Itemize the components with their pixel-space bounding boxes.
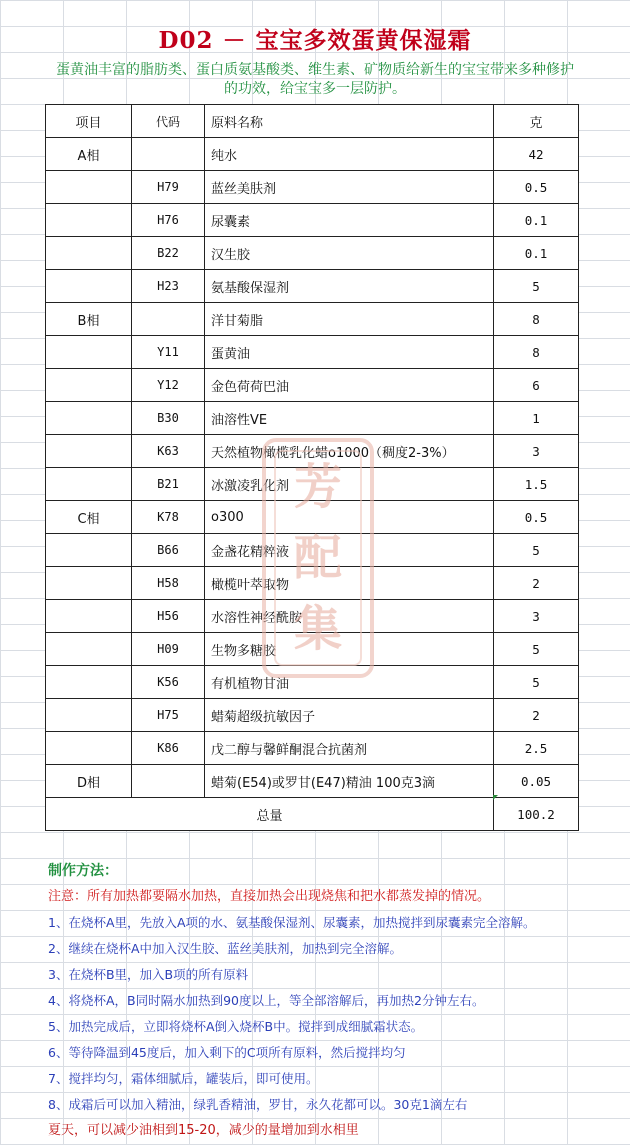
table-body <box>46 138 579 798</box>
cell-phase <box>46 402 132 435</box>
table-row <box>46 138 579 171</box>
cell-code: H23 <box>132 270 205 303</box>
cell-name: 戊二醇与馨鲜酮混合抗菌剂 <box>205 732 494 765</box>
cell-corner-mark <box>493 795 498 800</box>
cell-phase: B相 <box>46 303 132 336</box>
table-row <box>46 237 579 270</box>
cell-name: 冰激凌乳化剂 <box>205 468 494 501</box>
cell-code: H75 <box>132 699 205 732</box>
cell-amount: 3 <box>494 435 579 468</box>
cell-phase <box>46 732 132 765</box>
table-row <box>46 600 579 633</box>
cell-amount: 8 <box>494 336 579 369</box>
cell-name: 油溶性VE <box>205 402 494 435</box>
table-row <box>46 732 579 765</box>
method-note: 注意：所有加热都要隔水加热，直接加热会出现烧焦和把水都蒸发掉的情况。 <box>48 889 491 904</box>
cell-code <box>132 138 205 171</box>
cell-name: 洋甘菊脂 <box>205 303 494 336</box>
cell-code: B30 <box>132 402 205 435</box>
cell-code: B21 <box>132 468 205 501</box>
cell-amount: 5 <box>494 633 579 666</box>
table-row <box>46 204 579 237</box>
cell-name: 金色荷荷巴油 <box>205 369 494 402</box>
cell-code: K78 <box>132 501 205 534</box>
cell-amount: 5 <box>494 534 579 567</box>
table-row <box>46 171 579 204</box>
cell-amount: 2 <box>494 567 579 600</box>
cell-code: B22 <box>132 237 205 270</box>
cell-code: Y12 <box>132 369 205 402</box>
stamp-character: 配 <box>293 529 342 586</box>
cell-phase <box>46 534 132 567</box>
cell-phase <box>46 270 132 303</box>
page-title: D02 － 宝宝多效蛋黄保湿霜 <box>158 27 472 54</box>
method-step: 5、加热完成后，立即将烧杯A倒入烧杯B中。搅拌到成细腻霜状态。 <box>48 1019 424 1034</box>
cell-name: 纯水 <box>205 138 494 171</box>
cell-phase <box>46 699 132 732</box>
cell-code: H09 <box>132 633 205 666</box>
cell-code: K56 <box>132 666 205 699</box>
table-row <box>46 435 579 468</box>
table-row <box>46 270 579 303</box>
recipe-table <box>45 104 579 831</box>
cell-phase <box>46 600 132 633</box>
table-row <box>46 336 579 369</box>
table-row <box>46 468 579 501</box>
table-row <box>46 666 579 699</box>
cell-phase <box>46 204 132 237</box>
cell-code: Y11 <box>132 336 205 369</box>
cell-phase <box>46 633 132 666</box>
cell-phase <box>46 237 132 270</box>
method-footer: 夏天，可以减少油相到15-20，减少的量增加到水相里 <box>48 1123 359 1138</box>
method-step: 4、将烧杯A，B同时隔水加热到90度以上，等全部溶解后，再加热2分钟左右。 <box>48 993 485 1008</box>
cell-amount: 3 <box>494 600 579 633</box>
header-phase: 项目 <box>46 105 132 138</box>
cell-name: 蜡菊(E54)或罗甘(E47)精油 100克3滴 <box>205 765 494 798</box>
cell-amount: 6 <box>494 369 579 402</box>
cell-phase <box>46 171 132 204</box>
total-row <box>46 798 579 831</box>
cell-phase: D相 <box>46 765 132 798</box>
header-name: 原料名称 <box>205 105 494 138</box>
header-amount: 克 <box>494 105 579 138</box>
cell-name: 有机植物甘油 <box>205 666 494 699</box>
cell-phase <box>46 369 132 402</box>
table-row <box>46 501 579 534</box>
cell-amount: 0.1 <box>494 204 579 237</box>
cell-code: H76 <box>132 204 205 237</box>
cell-amount: 1.5 <box>494 468 579 501</box>
cell-name: 金盏花精粹液 <box>205 534 494 567</box>
table-row <box>46 567 579 600</box>
cell-name: 天然植物橄榄乳化蜡o1000（稠度2-3%） <box>205 435 494 468</box>
cell-name: 橄榄叶萃取物 <box>205 567 494 600</box>
cell-amount: 2.5 <box>494 732 579 765</box>
intro-text: 蛋黄油丰富的脂肪类、蛋白质氨基酸类、维生素、矿物质给新生的宝宝带来多种修护的功效，给宝宝多一层防护。 <box>56 62 574 97</box>
cell-name: o300 <box>205 501 494 534</box>
method-step: 3、在烧杯B里，加入B项的所有原料 <box>48 967 249 982</box>
header-code: 代码 <box>132 105 205 138</box>
cell-code: H56 <box>132 600 205 633</box>
table-row <box>46 534 579 567</box>
cell-code: H58 <box>132 567 205 600</box>
method-title: 制作方法： <box>48 863 118 879</box>
table-row <box>46 303 579 336</box>
table-row <box>46 699 579 732</box>
cell-amount: 2 <box>494 699 579 732</box>
stamp-character: 集 <box>293 600 342 657</box>
method-step: 7、搅拌均匀，霜体细腻后，罐装后，即可使用。 <box>48 1071 319 1086</box>
cell-code <box>132 303 205 336</box>
method-step: 1、在烧杯A里，先放入A项的水、氨基酸保湿剂、尿囊素，加热搅拌到尿囊素完全溶解。 <box>48 915 536 930</box>
cell-code: K63 <box>132 435 205 468</box>
cell-amount: 0.05 <box>494 765 579 798</box>
cell-code: B66 <box>132 534 205 567</box>
method-step: 2、继续在烧杯A中加入汉生胶、蓝丝美肤剂，加热到完全溶解。 <box>48 941 403 956</box>
cell-name: 氨基酸保湿剂 <box>205 270 494 303</box>
cell-amount: 0.5 <box>494 171 579 204</box>
cell-name: 生物多糖胶 <box>205 633 494 666</box>
cell-amount: 5 <box>494 666 579 699</box>
cell-name: 蓝丝美肤剂 <box>205 171 494 204</box>
cell-code: K86 <box>132 732 205 765</box>
method-section <box>48 858 628 1144</box>
cell-amount: 42 <box>494 138 579 171</box>
cell-amount: 1 <box>494 402 579 435</box>
cell-phase <box>46 666 132 699</box>
cell-name: 汉生胶 <box>205 237 494 270</box>
cell-phase: C相 <box>46 501 132 534</box>
method-steps <box>48 910 628 1118</box>
stamp-character: 芳 <box>293 459 342 516</box>
table-row <box>46 369 579 402</box>
cell-amount: 8 <box>494 303 579 336</box>
table-row <box>46 402 579 435</box>
cell-amount: 0.1 <box>494 237 579 270</box>
cell-phase <box>46 435 132 468</box>
cell-phase <box>46 468 132 501</box>
table-row <box>46 633 579 666</box>
cell-name: 蜡菊超级抗敏因子 <box>205 699 494 732</box>
cell-phase: A相 <box>46 138 132 171</box>
method-step: 8、成霜后可以加入精油，绿乳香精油，罗甘，永久花都可以。30克1滴左右 <box>48 1097 468 1112</box>
cell-phase <box>46 336 132 369</box>
cell-code <box>132 765 205 798</box>
cell-amount: 0.5 <box>494 501 579 534</box>
cell-phase <box>46 567 132 600</box>
table-row <box>46 765 579 798</box>
table-header-row <box>46 105 579 138</box>
total-value: 100.2 <box>494 798 579 831</box>
cell-name: 尿囊素 <box>205 204 494 237</box>
method-step: 6、等待降温到45度后，加入剩下的C项所有原料，然后搅拌均匀 <box>48 1045 406 1060</box>
cell-code: H79 <box>132 171 205 204</box>
cell-name: 水溶性神经酰胺 <box>205 600 494 633</box>
cell-name: 蛋黄油 <box>205 336 494 369</box>
cell-amount: 5 <box>494 270 579 303</box>
total-label: 总量 <box>46 798 494 831</box>
